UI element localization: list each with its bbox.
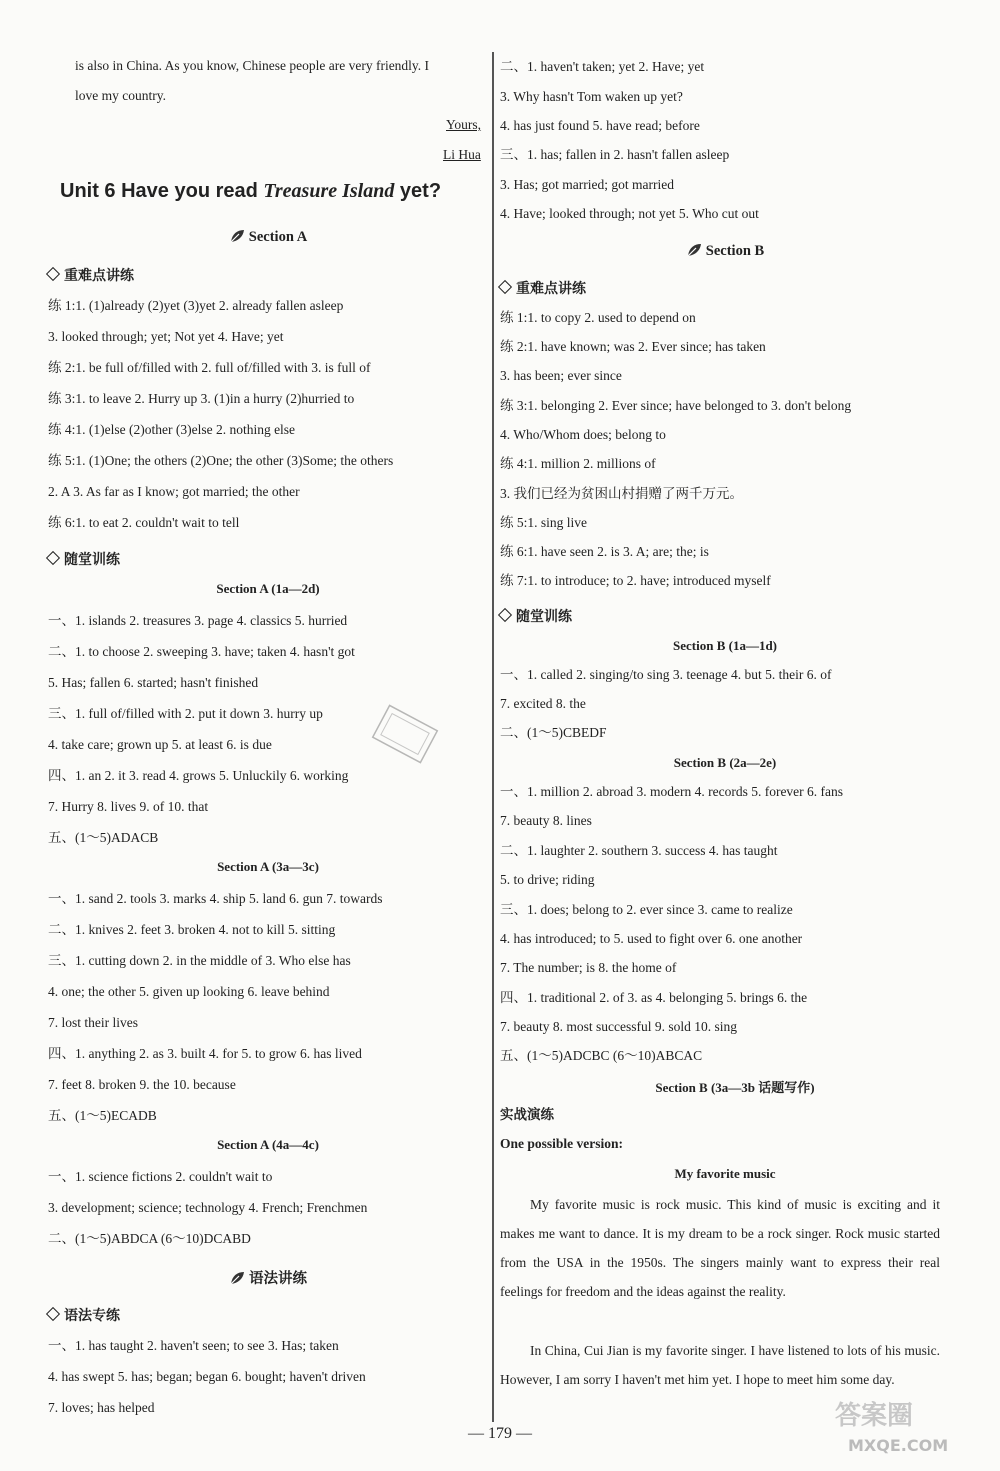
answer-line: 练 3:1. to leave 2. Hurry up 3. (1)in a hurry (2)hurried to xyxy=(48,391,355,406)
answer-line: 3. Has; got married; got married xyxy=(500,177,674,192)
watermark-logo: 答案圈 xyxy=(835,1401,914,1431)
answer-line: 二、1. laughter 2. southern 3. success 4. has taught xyxy=(500,843,778,858)
letter-line: is also in China. As you know, Chinese people are very friendly. I xyxy=(75,58,430,73)
answer-line: 4. has just found 5. have read; before xyxy=(500,118,700,133)
answer-line: 3. development; science; technology 4. French; Frenchmen xyxy=(48,1200,368,1215)
answer-line: 7. beauty 8. lines xyxy=(500,813,592,828)
answer-line: 3. looked through; yet; Not yet 4. Have; yet xyxy=(48,329,284,344)
answer-line: 三、1. does; belong to 2. ever since 3. came to realize xyxy=(500,902,793,917)
answer-line: 7. lost their lives xyxy=(48,1015,138,1030)
grammar-heading: 语法讲练 xyxy=(48,1267,488,1288)
leaf-icon xyxy=(686,242,702,258)
subsection-title: Section A (4a—4c) xyxy=(217,1137,319,1152)
answer-line: 练 5:1. sing live xyxy=(500,515,587,530)
answer-line: 4. one; the other 5. given up looking 6. leave behind xyxy=(48,984,330,999)
answer-line: 四、1. anything 2. as 3. built 4. for 5. to grow 6. has lived xyxy=(48,1046,362,1061)
page-number: — 179 — xyxy=(468,1425,532,1442)
answer-line: 练 4:1. million 2. millions of xyxy=(500,456,656,471)
answer-line: 7. excited 8. the xyxy=(500,696,586,711)
diamond-icon xyxy=(46,267,60,281)
answer-line: 五、(1～5)ADACB xyxy=(48,830,159,845)
answer-line: 3. 我们已经为贫困山村捐赠了两千万元。 xyxy=(500,486,743,501)
answer-line: 三、1. cutting down 2. in the middle of 3. Who else has xyxy=(48,953,351,968)
answer-line: 4. take care; grown up 5. at least 6. is due xyxy=(48,737,272,752)
answer-line: 练 6:1. to eat 2. couldn't wait to tell xyxy=(48,515,240,530)
answer-line: 二、1. haven't taken; yet 2. Have; yet xyxy=(500,59,705,74)
stamp-icon xyxy=(370,703,440,766)
letter-signature: Li Hua xyxy=(443,147,481,162)
answer-line: 练 5:1. (1)One; the others (2)One; the other (3)Some; the others xyxy=(48,453,394,468)
section-b-heading: Section B xyxy=(500,242,950,260)
column-divider xyxy=(492,52,494,1422)
answer-line: 三、1. has; fallen in 2. hasn't fallen asleep xyxy=(500,147,730,162)
answer-line: 三、1. full of/filled with 2. put it down 3. hurry up xyxy=(48,706,323,721)
heading-class-practice: 随堂训练 xyxy=(48,549,120,569)
diamond-icon xyxy=(46,551,60,565)
section-a-heading: Section A xyxy=(48,228,488,246)
practice-label: 实战演练 xyxy=(500,1107,554,1122)
letter-closing: Yours, xyxy=(446,117,482,132)
answer-line: 二、1. to choose 2. sweeping 3. have; taken 4. hasn't got xyxy=(48,644,355,659)
diamond-icon xyxy=(46,1307,60,1321)
answer-line: 7. beauty 8. most successful 9. sold 10. sing xyxy=(500,1019,737,1034)
diamond-icon xyxy=(498,608,512,622)
answer-line: 四、1. an 2. it 3. read 4. grows 5. Unluckily 6. working xyxy=(48,768,349,783)
answer-line: 练 1:1. (1)already (2)yet (3)yet 2. already fallen asleep xyxy=(48,298,344,313)
subsection-title: Section B (1a—1d) xyxy=(673,638,777,653)
answer-line: 练 3:1. belonging 2. Ever since; have belonged to 3. don't belong xyxy=(500,398,852,413)
leaf-icon xyxy=(229,228,245,244)
answer-line: 二、(1～5)ABDCA (6～10)DCABD xyxy=(48,1231,251,1246)
answer-line: 2. A 3. As far as I know; got married; the other xyxy=(48,484,300,499)
answer-line: 一、1. islands 2. treasures 3. page 4. classics 5. hurried xyxy=(48,613,348,628)
heading-class-practice: 随堂训练 xyxy=(500,606,572,626)
answer-line: 5. Has; fallen 6. started; hasn't finished xyxy=(48,675,259,690)
answer-line: 五、(1～5)ECADB xyxy=(48,1108,157,1123)
answer-line: 练 1:1. to copy 2. used to depend on xyxy=(500,310,696,325)
watermark-url: MXQE.COM xyxy=(848,1436,949,1455)
answer-line: 4. has introduced; to 5. used to fight over 6. one another xyxy=(500,931,803,946)
answer-line: 一、1. has taught 2. haven't seen; to see 3. Has; taken xyxy=(48,1338,339,1353)
heading-key-points: 重难点讲练 xyxy=(48,265,134,285)
answer-line: 一、1. called 2. singing/to sing 3. teenage 4. but 5. their 6. of xyxy=(500,667,832,682)
essay-paragraph: My favorite music is rock music. This kind of music is exciting and it makes me want to dance. It is my dream to be a rock singer. Rock music started from the USA in the 1950s. The singers mainly want to express their real feelings for freedom and the ideas against the reality. xyxy=(500,1197,940,1299)
leaf-icon xyxy=(229,1270,245,1286)
answer-line: 练 2:1. have known; was 2. Ever since; has taken xyxy=(500,339,766,354)
answer-line: 3. Why hasn't Tom waken up yet? xyxy=(500,89,683,104)
answer-line: 7. loves; has helped xyxy=(48,1400,155,1415)
answer-line: 5. to drive; riding xyxy=(500,872,595,887)
answer-line: 4. Who/Whom does; belong to xyxy=(500,427,666,442)
essay-title: My favorite music xyxy=(674,1166,776,1181)
letter-line: love my country. xyxy=(75,88,166,103)
subsection-title: Section A (1a—2d) xyxy=(216,581,320,596)
answer-line: 二、(1～5)CBEDF xyxy=(500,725,607,740)
answer-line: 练 6:1. have seen 2. is 3. A; are; the; is xyxy=(500,544,709,559)
answer-line: 一、1. million 2. abroad 3. modern 4. records 5. forever 6. fans xyxy=(500,784,844,799)
answer-line: 四、1. traditional 2. of 3. as 4. belonging 5. brings 6. the xyxy=(500,990,808,1005)
answer-line: 一、1. sand 2. tools 3. marks 4. ship 5. land 6. gun 7. towards xyxy=(48,891,383,906)
possible-version-label: One possible version: xyxy=(500,1136,624,1151)
answer-line: 4. Have; looked through; not yet 5. Who cut out xyxy=(500,206,759,221)
subsection-title: Section B (3a—3b 话题写作) xyxy=(655,1080,815,1095)
heading-grammar-practice: 语法专练 xyxy=(48,1305,120,1325)
answer-line: 二、1. knives 2. feet 3. broken 4. not to kill 5. sitting xyxy=(48,922,336,937)
essay-paragraph: In China, Cui Jian is my favorite singer. I have listened to lots of his music. However, I am sorry I haven't met him yet. I hope to meet him some day. xyxy=(500,1343,940,1387)
answer-line: 一、1. science fictions 2. couldn't wait to xyxy=(48,1169,273,1184)
answer-line: 7. feet 8. broken 9. the 10. because xyxy=(48,1077,236,1092)
answer-line: 五、(1～5)ADCBC (6～10)ABCAC xyxy=(500,1048,703,1063)
subsection-title: Section B (2a—2e) xyxy=(673,755,777,770)
answer-line: 练 4:1. (1)else (2)other (3)else 2. nothing else xyxy=(48,422,296,437)
answer-line: 练 2:1. be full of/filled with 2. full of/filled with 3. is full of xyxy=(48,360,371,375)
answer-line: 3. has been; ever since xyxy=(500,368,622,383)
subsection-title: Section A (3a—3c) xyxy=(217,859,319,874)
answer-line: 4. has swept 5. has; began; began 6. bought; haven't driven xyxy=(48,1369,366,1384)
unit-title: Unit 6 Have you read Treasure Island yet? xyxy=(60,180,442,202)
heading-key-points: 重难点讲练 xyxy=(500,278,586,298)
answer-line: 7. Hurry 8. lives 9. of 10. that xyxy=(48,799,209,814)
diamond-icon xyxy=(498,280,512,294)
answer-line: 7. The number; is 8. the home of xyxy=(500,960,677,975)
answer-line: 练 7:1. to introduce; to 2. have; introduced myself xyxy=(500,573,771,588)
